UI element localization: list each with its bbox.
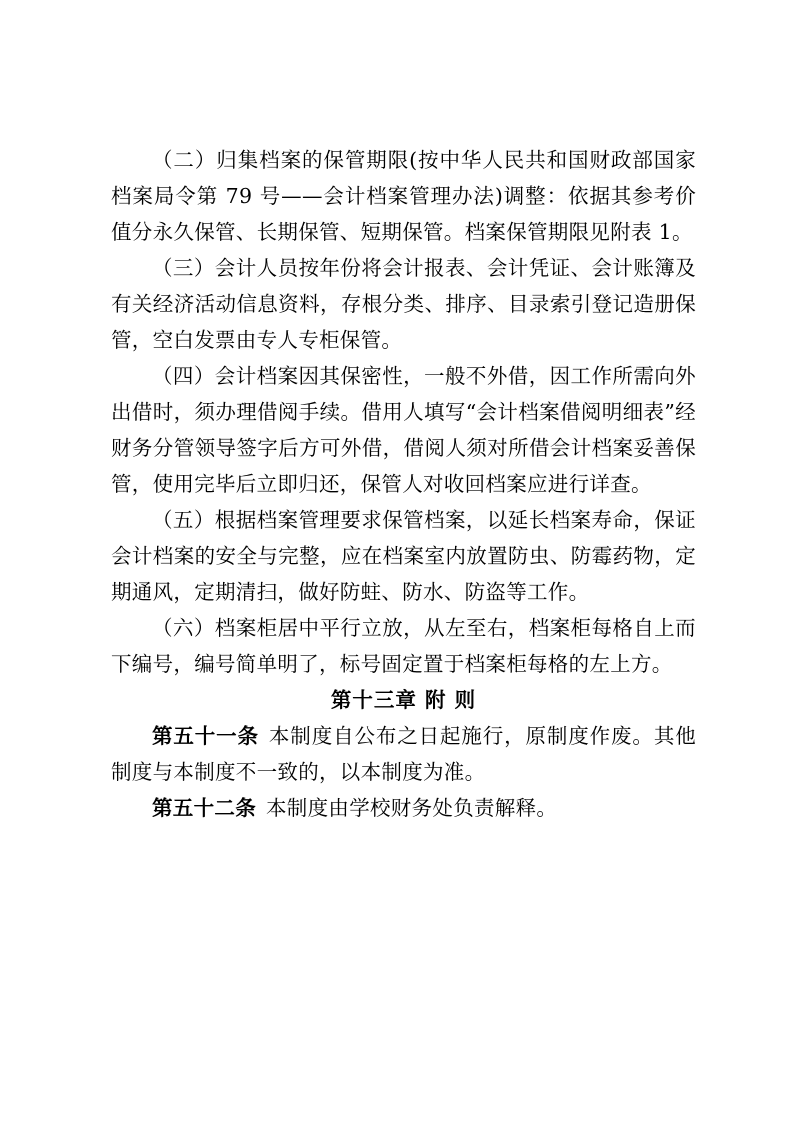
paragraph-preservation: （五）根据档案管理要求保管档案，以延长档案寿命，保证会计档案的安全与完整，应在档案室内放置防虫、防霉药物，定期通风，定期清扫，做好防蛀、防水、防盗等工作。 — [111, 508, 696, 604]
document-body — [111, 142, 696, 826]
article-52-label: 第五十二条 — [152, 796, 256, 820]
paragraph-borrowing-rules: （四）会计档案因其保密性，一般不外借，因工作所需向外出借时，须办理借阅手续。借用人填写“会计档案借阅明细表”经财务分管领导签字后方可外借，借阅人须对所借会计档案妥善保管，使用完毕后立即归还，保管人对收回档案应进行详查。 — [111, 364, 696, 496]
chapter-title: 第十三章 附 则 — [330, 688, 477, 712]
paragraph-storage-period: （二）归集档案的保管期限(按中华人民共和国财政部国家档案局令第 79 号——会计档案管理办法)调整：依据其参考价值分永久保管、长期保管、短期保管。档案保管期限见附表 1。 — [111, 148, 696, 244]
paragraph-archiving-by-year: （三）会计人员按年份将会计报表、会计凭证、会计账簿及有关经济活动信息资料，存根分类、排序、目录索引登记造册保管，空白发票由专人专柜保管。 — [111, 256, 696, 352]
article-52-text: 本制度由学校财务处负责解释。 — [266, 796, 558, 820]
article-51-label: 第五十一条 — [152, 724, 259, 748]
paragraph-cabinet-arrangement: （六）档案柜居中平行立放，从左至右，档案柜每格自上而下编号，编号简单明了，标号固定置于档案柜每格的左上方。 — [111, 616, 696, 676]
article-51 — [111, 718, 696, 790]
article-52 — [111, 790, 696, 826]
article-51-text: 本制度自公布之日起施行，原制度作废。其他制度与本制度不一致的，以本制度为准。 — [111, 724, 697, 784]
